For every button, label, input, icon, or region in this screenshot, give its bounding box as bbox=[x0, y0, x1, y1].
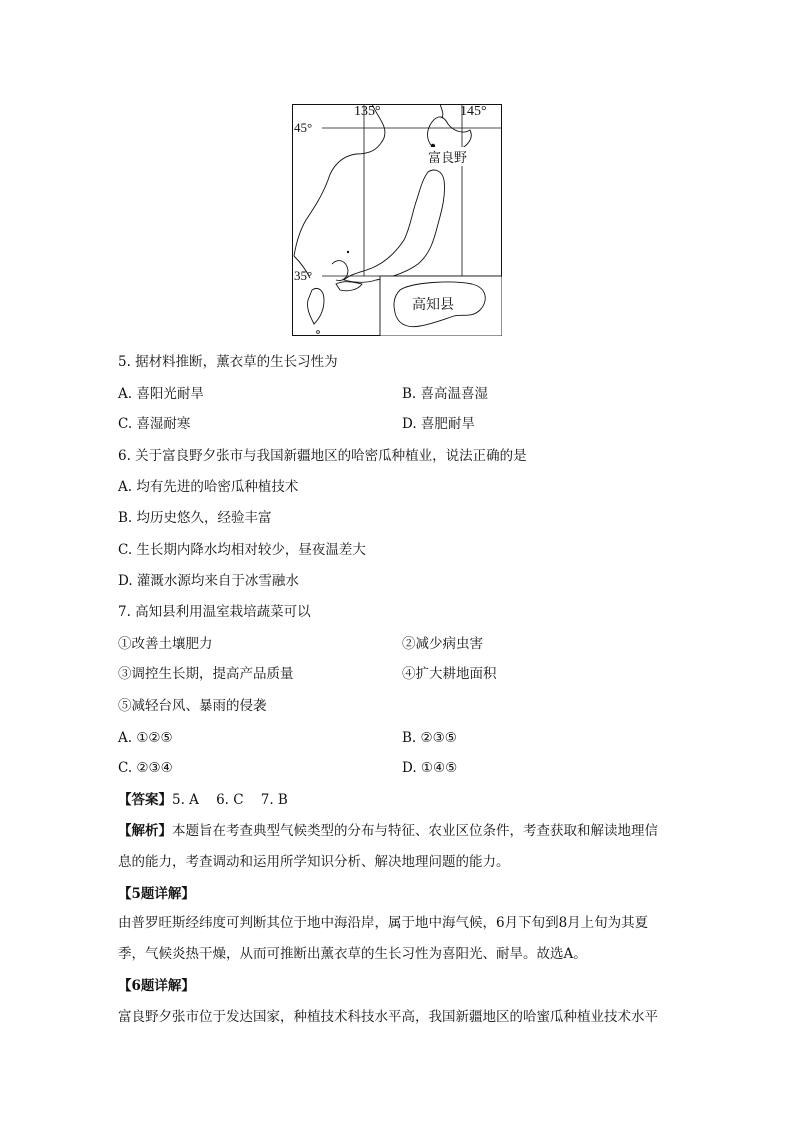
q6-option-b: B. 均历史悠久，经验丰富 bbox=[118, 510, 272, 526]
detail5-paragraph bbox=[118, 908, 678, 970]
lon-label-145: 145° bbox=[460, 104, 487, 119]
q6-option-d: D. 灌溉水源均来自于冰雪融水 bbox=[118, 573, 299, 589]
detail5-line-1: 由普罗旺斯经纬度可判断其位于地中海沿岸，属于地中海气候，6月下旬到8月上旬为其夏 bbox=[118, 915, 649, 931]
analysis-line-2: 息的能力，考查调动和运用所学知识分析、解决地理问题的能力。 bbox=[118, 854, 510, 870]
analysis-paragraph bbox=[118, 816, 678, 878]
q5-option-c: C. 喜湿耐寒 bbox=[118, 416, 191, 432]
q7-stem: 7. 高知县利用温室栽培蔬菜可以 bbox=[118, 604, 311, 620]
answer-line bbox=[118, 790, 288, 810]
q5-option-b: B. 喜高温喜湿 bbox=[402, 386, 489, 402]
q7-option-d: D. ①④⑤ bbox=[402, 760, 458, 776]
analysis-line-1: 本题旨在考查典型气候类型的分布与特征、农业区位条件，考查获取和解读地理信 bbox=[172, 823, 658, 839]
city-label: 富良野 bbox=[428, 147, 467, 166]
q7-option-a: A. ①②⑤ bbox=[118, 730, 173, 746]
q7-item-4: ④扩大耕地面积 bbox=[402, 666, 497, 682]
detail5-line-2: 季，气候炎热干燥，从而可推断出薰衣草的生长习性为喜阳光、耐旱。故选A。 bbox=[118, 946, 587, 962]
q7-option-c: C. ②③④ bbox=[118, 760, 173, 776]
q7-item-3: ③调控生长期，提高产品质量 bbox=[118, 666, 294, 682]
q6-option-c: C. 生长期内降水均相对较少，昼夜温差大 bbox=[118, 542, 366, 558]
detail5-label: 【5题详解】 bbox=[118, 886, 195, 902]
answer-text: 5. A 6. C 7. B bbox=[172, 792, 288, 808]
q7-option-b: B. ②③⑤ bbox=[402, 730, 457, 746]
answer-label: 【答案】 bbox=[118, 792, 172, 808]
analysis-label: 【解析】 bbox=[118, 823, 172, 839]
detail6-line-1: 富良野夕张市位于发达国家，种植技术科技水平高，我国新疆地区的哈蜜瓜种植业技术水平 bbox=[118, 1009, 658, 1025]
inset-label: 高知县 bbox=[412, 294, 454, 314]
q7-item-2: ②减少病虫害 bbox=[402, 636, 483, 652]
japan-map-figure bbox=[292, 104, 502, 336]
detail6-paragraph bbox=[118, 1002, 678, 1033]
map-drawing bbox=[292, 104, 502, 336]
lat-label-45: 45° bbox=[294, 120, 313, 135]
detail6-label: 【6题详解】 bbox=[118, 978, 195, 994]
q5-option-a: A. 喜阳光耐旱 bbox=[118, 386, 204, 402]
q7-item-5: ⑤减轻台风、暴雨的侵袭 bbox=[118, 698, 267, 714]
lon-label-135: 135° bbox=[354, 104, 381, 119]
lat-label-35: 35° bbox=[294, 268, 313, 283]
q6-option-a: A. 均有先进的哈密瓜种植技术 bbox=[118, 479, 299, 495]
q5-stem: 5. 据材料推断，薰衣草的生长习性为 bbox=[118, 354, 338, 370]
q5-option-d: D. 喜肥耐旱 bbox=[402, 416, 475, 432]
q7-item-1: ①改善土壤肥力 bbox=[118, 636, 213, 652]
q6-stem: 6. 关于富良野夕张市与我国新疆地区的哈密瓜种植业，说法正确的是 bbox=[118, 448, 527, 464]
